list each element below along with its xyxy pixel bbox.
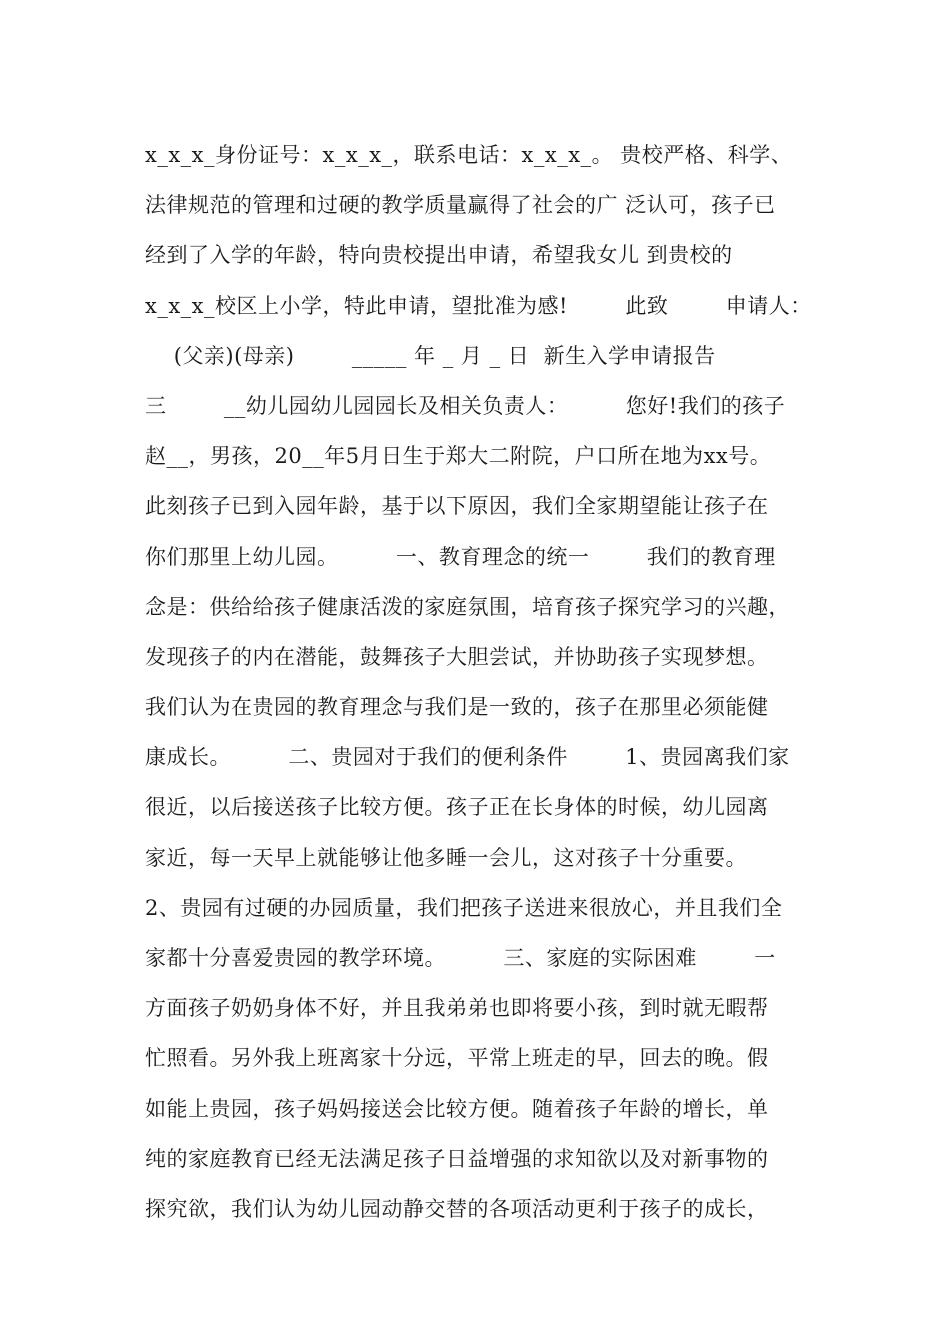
- text-line: 经到了入学的年龄，特向贵校提出申请，希望我女儿 到贵校的: [145, 243, 733, 268]
- text-line: 发现孩子的内在潜能，鼓舞孩子大胆尝试，并协助孩子实现梦想。: [145, 644, 769, 669]
- text-line: 法律规范的管理和过硬的教学质量赢得了社会的广 泛认可，孩子已: [145, 193, 776, 218]
- text-line: 家都十分喜爱贵园的教学环境。 三、家庭的实际困难 一: [145, 946, 776, 970]
- text-line: 你们那里上幼儿园。 一、教育理念的统一 我们的教育理: [145, 544, 776, 569]
- text-line: 康成长。 二、贵园对于我们的便利条件 1、贵园离我们家: [145, 745, 790, 770]
- text-line: 忙照看。另外我上班离家十分远，平常上班走的早，回去的晚。假: [145, 1046, 769, 1071]
- text-line: 纯的家庭教育已经无法满足孩子日益增强的求知欲以及对新事物的: [145, 1146, 769, 1171]
- text-line: 家近，每一天早上就能够让他多睡一会儿，这对孩子十分重要。: [145, 845, 747, 870]
- text-line: 念是：供给给孩子健康活泼的家庭氛围，培育孩子探究学习的兴趣，: [145, 594, 790, 619]
- text-line: 探究欲，我们认为幼儿园动静交替的各项活动更利于孩子的成长，: [145, 1196, 769, 1221]
- text-line: 2、贵园有过硬的办园质量，我们把孩子送进来很放心，并且我们全: [145, 895, 783, 920]
- text-line: 很近，以后接送孩子比较方便。孩子正在长身体的时候，幼儿园离: [145, 795, 769, 820]
- text-line: 此刻孩子已到入园年龄，基于以下原因，我们全家期望能让孩子在: [145, 494, 769, 519]
- text-line: 赵__，男孩，20__年5月日生于郑大二附院，户口所在地为xx号。: [145, 444, 772, 469]
- text-line: x_x_x_校区上小学，特此申请，望批准为感! 此致 申请人：: [145, 293, 812, 318]
- text-line: 方面孩子奶奶身体不好，并且我弟弟也即将要小孩，到时就无暇帮: [145, 996, 769, 1021]
- text-line: x_x_x_身份证号：x_x_x_，联系电话：x_x_x_。 贵校严格、科学、: [145, 143, 793, 167]
- text-line: 如能上贵园，孩子妈妈接送会比较方便。随着孩子年龄的增长，单: [145, 1096, 769, 1121]
- text-line: (父亲)(母亲) _____ 年 _ 月 _ 日 新生入学申请报告: [145, 343, 716, 368]
- text-line: 我们认为在贵园的教育理念与我们是一致的，孩子在那里必须能健: [145, 695, 769, 720]
- document-body: [145, 130, 815, 1234]
- text-line: 三 __幼儿园幼儿园园长及相关负责人： 您好!我们的孩子: [145, 393, 786, 418]
